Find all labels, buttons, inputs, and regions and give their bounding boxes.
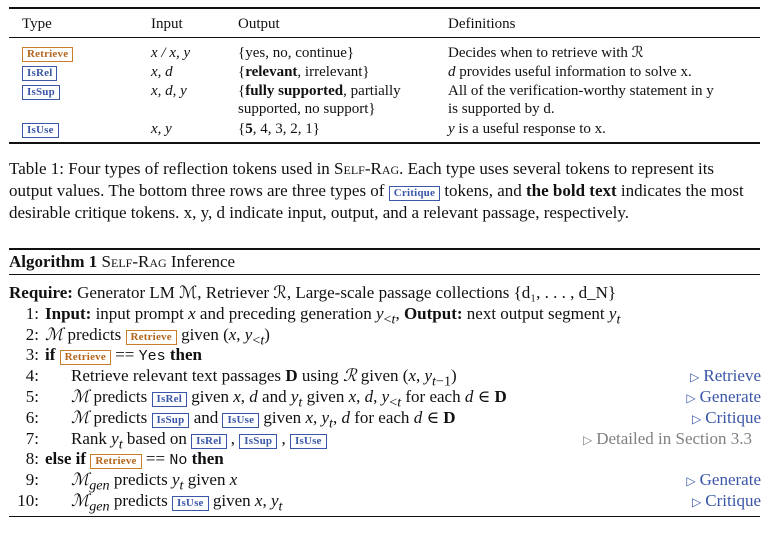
row-isrel-output: {relevant, irrelevant} <box>238 64 370 80</box>
selfrag-name: Self-Rag <box>334 159 400 178</box>
retrieve-token-line3: Retrieve <box>60 350 111 365</box>
isuse-token-line10: IsUse <box>172 496 209 511</box>
isrel-best-value: relevant <box>245 64 298 80</box>
isuse-token: IsUse <box>22 123 59 138</box>
retrieve-token-line8: Retrieve <box>90 454 141 469</box>
algorithm-line-8: 8: else if Retrieve == No then <box>25 449 224 469</box>
triangle-right-icon: ▷ <box>686 474 696 488</box>
table-caption: Table 1: Four types of reflection tokens used in Self-Rag. Each type uses several tokens to represent its output values. The bottom three rows are three types of Critique tokens, and the bold text indicates the most desirable critique tokens. x, y, d indicate input, output, and a relevant passage, respectively. <box>9 159 744 222</box>
issup-token-line6: IsSup <box>152 413 190 428</box>
row-isuse-output: {5, 4, 3, 2, 1} <box>238 121 320 137</box>
algorithm-top-rule <box>9 248 760 250</box>
issup-best-value: fully supported <box>245 83 344 99</box>
triangle-right-icon: ▷ <box>582 433 593 447</box>
algorithm-line-7: 7: Rank $y_t$ based on IsRel , IsSup , IsUse ▷ Detailed in Section 3.3 <box>25 429 752 453</box>
algorithm-line-2: 2: ℳ predicts Retrieve given (x, $y_{<t}$) <box>25 325 270 349</box>
comment-detailed: ▷ Detailed in Section 3.3 <box>582 429 752 448</box>
comment-retrieve: ▷ Retrieve <box>690 366 761 385</box>
algorithm-require: Require: Generator LM ℳ, Retriever ℛ, Large-scale passage collections {d₁, . . . , d_N} <box>9 283 617 302</box>
retrieve-token-line2: Retrieve <box>126 330 177 345</box>
isuse-token-line6: IsUse <box>222 413 259 428</box>
triangle-right-icon: ▷ <box>690 370 700 384</box>
table-row-retrieve <box>22 44 73 62</box>
comment-generate-9: ▷ Generate <box>686 470 761 489</box>
algorithm-line-10: 10: ℳ$_{gen}$ predicts IsUse given x, $y_t$ ▷ Critique <box>17 491 761 515</box>
row-retrieve-input: x / x, y <box>151 45 191 61</box>
row-isuse-input: x, y <box>151 121 172 137</box>
row-isrel-definition: d provides useful information to solve x. <box>448 64 692 80</box>
critique-token: Critique <box>389 186 440 201</box>
row-issup-definition: All of the verification-worthy statement in y <box>448 83 714 99</box>
comment-critique-10: ▷ Critique <box>692 491 761 510</box>
algorithm-title: Algorithm 1 Self-Rag Inference <box>9 252 236 271</box>
row-retrieve-definition: Decides when to retrieve with ℛ <box>448 45 644 61</box>
table-top-rule <box>9 7 760 9</box>
algorithm-line-4: 4: Retrieve relevant text passages D using ℛ given (x, $y_{t-1}$) ▷ Retrieve <box>25 366 761 390</box>
table-row-isuse <box>22 120 59 138</box>
table-header-output: Output <box>238 16 280 32</box>
algorithm-line-9: 9: ℳ$_{gen}$ predicts $y_t$ given x ▷ Generate <box>25 470 761 494</box>
table-row-issup <box>22 82 60 100</box>
table-header-rule <box>9 37 760 38</box>
row-issup-output: {fully supported, partially <box>238 83 401 99</box>
table-header-input: Input <box>151 16 183 32</box>
row-isuse-definition: y is a useful response to x. <box>448 121 606 137</box>
algorithm-line-6: 6: ℳ predicts IsSup and IsUse given x, $y_t$, d for each d ∈ D ▷ Critique <box>25 408 761 432</box>
isuse-best-value: 5 <box>245 121 253 137</box>
table-row-isrel <box>22 63 57 81</box>
triangle-right-icon: ▷ <box>692 495 702 509</box>
algorithm-title-rule <box>9 274 760 275</box>
row-issup-input: x, d, y <box>151 83 187 99</box>
table-bottom-rule <box>9 142 760 144</box>
row-retrieve-output: {yes, no, continue} <box>238 45 355 61</box>
retrieve-token: Retrieve <box>22 47 73 62</box>
row-issup-output-line2: supported, no support} <box>238 101 376 117</box>
table-header-definitions: Definitions <box>448 16 516 32</box>
algorithm-line-3: 3: if Retrieve == Yes then <box>25 345 203 365</box>
issup-token: IsSup <box>22 85 60 100</box>
algorithm-line-1: 1: Input: input prompt x and preceding generation $y_{<t}$, Output: next output segment $y_t$ <box>25 304 621 328</box>
comment-critique-6: ▷ Critique <box>692 408 761 427</box>
isuse-token-line7: IsUse <box>290 434 327 449</box>
isrel-token-line7: IsRel <box>191 434 226 449</box>
row-isrel-input: x, d <box>151 64 173 80</box>
table-header-type: Type <box>22 16 52 32</box>
isrel-token: IsRel <box>22 66 57 81</box>
comment-generate-5: ▷ Generate <box>686 387 761 406</box>
triangle-right-icon: ▷ <box>692 412 702 426</box>
algorithm-bottom-rule <box>9 516 760 517</box>
triangle-right-icon: ▷ <box>686 391 696 405</box>
isrel-token-line5: IsRel <box>152 392 187 407</box>
row-issup-definition-line2: is supported by d. <box>448 101 555 117</box>
issup-token-line7: IsSup <box>239 434 277 449</box>
algorithm-line-5: 5: ℳ predicts IsRel given x, d and $y_t$ given x, d, $y_{<t}$ for each d ∈ D ▷ Generate <box>25 387 761 411</box>
